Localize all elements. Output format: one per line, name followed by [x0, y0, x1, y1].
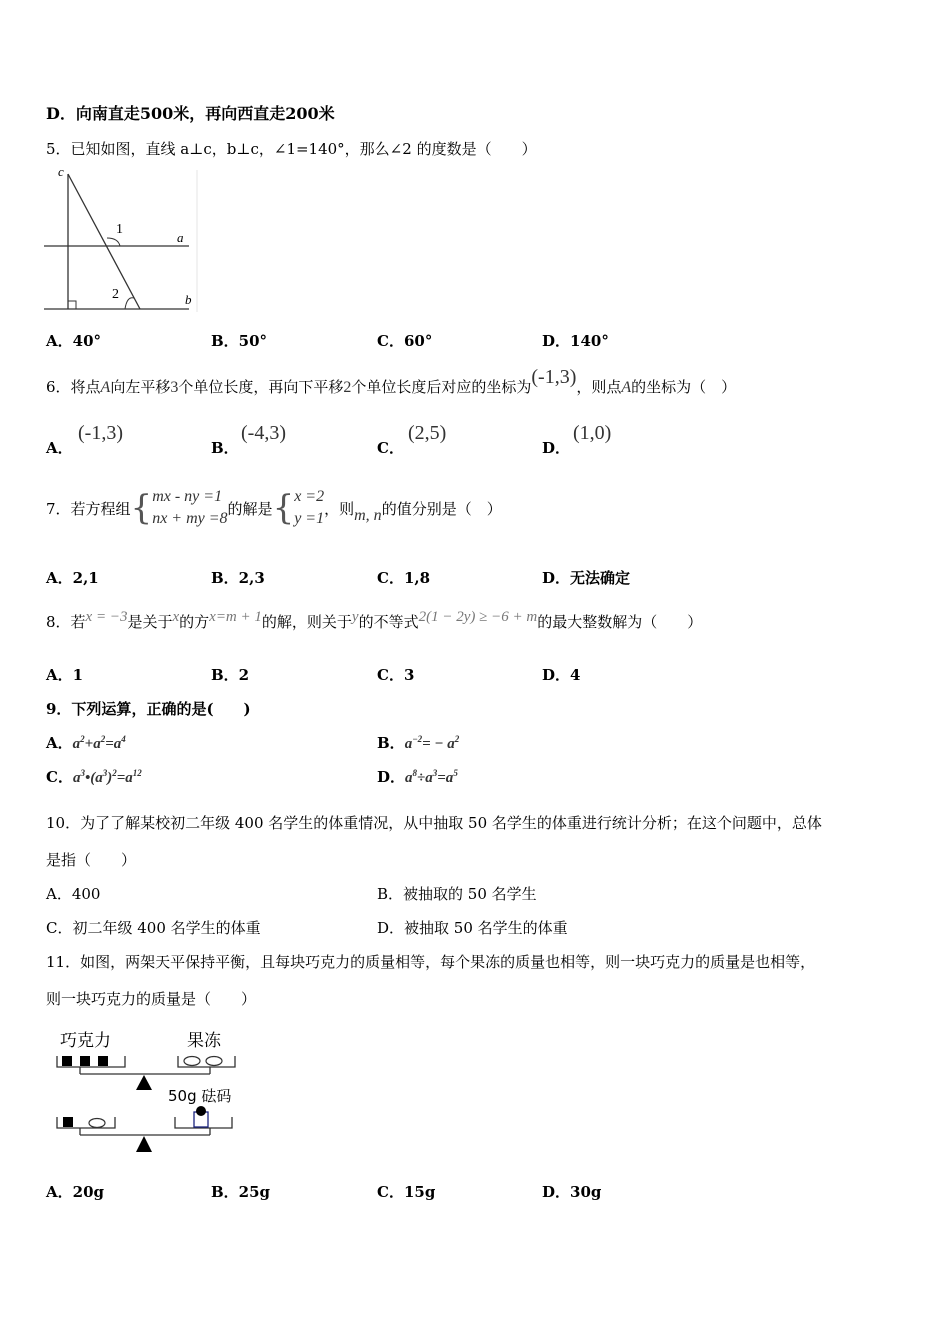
- q8-equation: x=m + 1: [209, 609, 262, 625]
- q8-part3: 的方: [179, 613, 210, 631]
- q8-x-eq: x = −3: [85, 609, 128, 625]
- chocolate-4: [63, 1117, 73, 1127]
- q9-option-c-label: C．: [46, 768, 73, 786]
- weight-knob: [196, 1106, 206, 1116]
- q6-part2: 向左平移: [110, 378, 171, 396]
- q6-option-d-label[interactable]: D．: [542, 439, 571, 457]
- q9-option-a[interactable]: [46, 732, 126, 753]
- q7-option-b[interactable]: B．2,3: [211, 569, 265, 587]
- q6-num3: 3: [170, 379, 179, 396]
- q10-option-a[interactable]: A．400: [46, 885, 101, 903]
- q7-part2: 的解是: [227, 499, 273, 518]
- label-b: b: [185, 292, 192, 307]
- question-11-line-2: 则一块巧克力的质量是（ ）: [46, 990, 257, 1008]
- q7-solution: [294, 486, 324, 530]
- q11-option-a[interactable]: A．20g: [46, 1183, 105, 1201]
- q8-part5: 的不等式: [358, 613, 419, 631]
- q6-part6: 的坐标为（ ）: [631, 378, 737, 396]
- q6-option-c-label[interactable]: C．: [377, 439, 404, 457]
- q8-part4: 的解，则关于: [261, 613, 352, 631]
- q9-option-b[interactable]: [377, 732, 459, 753]
- q6-option-b-label[interactable]: B．: [211, 439, 239, 457]
- q7-sol2: y =1: [294, 510, 325, 527]
- transversal-line: [68, 174, 140, 309]
- label-a: a: [177, 230, 184, 245]
- jelly-3: [89, 1119, 105, 1128]
- q8-option-c[interactable]: C．3: [377, 666, 415, 684]
- q11-option-d[interactable]: D．30g: [542, 1183, 602, 1201]
- q7-option-d[interactable]: D．无法确定: [542, 569, 631, 587]
- q9-option-a-expr: $a^2+a^2=a^4$: [72, 734, 126, 752]
- q8-option-d[interactable]: D．4: [542, 666, 581, 684]
- q6-option-c-value[interactable]: (2,5): [408, 422, 447, 444]
- question-5-text: 5．已知如图，直线 a⊥c，b⊥c，∠1=140°，那么∠2 的度数是（ ）: [46, 140, 537, 158]
- label-c: c: [58, 166, 64, 179]
- chocolate-2: [80, 1056, 90, 1066]
- question-9-text: 9．下列运算，正确的是( ): [46, 700, 251, 718]
- chocolate-3: [98, 1056, 108, 1066]
- q9-option-c[interactable]: [46, 766, 142, 787]
- question-7-text: [46, 480, 502, 536]
- q9-option-d[interactable]: [377, 766, 458, 787]
- q6-coord: (-1,3): [531, 366, 577, 388]
- q11-option-c[interactable]: C．15g: [377, 1183, 436, 1201]
- q7-part1: 7．若方程组: [46, 499, 131, 518]
- question-6-text: [46, 365, 736, 409]
- right-angle-mark: [68, 301, 76, 309]
- q9-option-a-label: A．: [46, 734, 73, 752]
- q6-part4: 个单位长度后对应的坐标为: [351, 378, 532, 396]
- q9-option-d-expr: $a^8\div a^3=a^5$: [405, 768, 458, 786]
- q6-option-b-value[interactable]: (-4,3): [241, 422, 286, 444]
- angle-2-arc: [125, 298, 134, 309]
- q8-part1: 8．若: [46, 613, 86, 631]
- q7-brace-1: {: [130, 488, 153, 528]
- q6-point-a2: A: [621, 379, 632, 396]
- option-d-line: D．向南直走500米，再向西直走200米: [46, 104, 335, 123]
- jelly-1: [184, 1057, 200, 1066]
- q6-point-a: A: [100, 379, 111, 396]
- q6-num2: 2: [343, 379, 352, 396]
- bottom-fulcrum: [136, 1136, 152, 1152]
- q5-option-b[interactable]: B．50°: [211, 332, 268, 350]
- jelly-label: 果冻: [187, 1031, 221, 1051]
- chocolate-label: 巧克力: [60, 1031, 111, 1051]
- q7-mn: m, n: [354, 507, 382, 524]
- chocolate-1: [62, 1056, 72, 1066]
- q5-option-a[interactable]: A．40°: [46, 332, 102, 350]
- angle-1-arc: [107, 238, 120, 246]
- q10-option-b[interactable]: B．被抽取的 50 名学生: [377, 885, 537, 903]
- q9-option-c-expr: $a^3•(a^3)^2=a^{12}$: [72, 768, 142, 786]
- q8-x: x: [172, 609, 180, 625]
- q6-option-d-value[interactable]: (1,0): [573, 422, 612, 444]
- question-11-line-1: 11．如图，两架天平保持平衡，且每块巧克力的质量相等，每个果冻的质量也相等，则一块巧克力的质量是也相等，: [46, 953, 816, 971]
- q7-sol1: x =2: [294, 488, 325, 505]
- q7-part4: 的值分别是（ ）: [381, 499, 502, 518]
- question-8-text: [46, 608, 702, 637]
- q9-option-b-label: B．: [377, 734, 405, 752]
- q8-option-a[interactable]: A．1: [46, 666, 84, 684]
- q7-eq2: nx + my =8: [152, 510, 228, 527]
- q7-part3: ，则: [324, 499, 355, 518]
- label-1: 1: [116, 222, 123, 237]
- question-10-line-1: 10．为了了解某校初二年级 400 名学生的体重情况，从中抽取 50 名学生的体重进行统计分析；在这个问题中，总体: [46, 814, 822, 832]
- q6-option-a-value[interactable]: (-1,3): [78, 422, 123, 444]
- q6-part1: 6．将点: [46, 378, 101, 396]
- q8-y: y: [351, 609, 359, 625]
- q7-eq1: mx - ny =1: [152, 488, 223, 505]
- q7-option-c[interactable]: C．1,8: [377, 569, 431, 587]
- q10-option-c[interactable]: C．初二年级 400 名学生的体重: [46, 919, 261, 937]
- question-11-figure: [50, 1024, 250, 1159]
- q5-option-d[interactable]: D．140°: [542, 332, 609, 350]
- q8-inequality: 2(1 − 2y) ≥ −6 + m: [418, 609, 538, 625]
- q8-part6: 的最大整数解为（ ）: [537, 613, 703, 631]
- question-5-figure: [44, 166, 202, 314]
- q9-option-b-expr: $a^{-2}= - a^2$: [404, 734, 460, 752]
- q6-part3: 个单位长度，再向下平移: [178, 378, 344, 396]
- weight-label: 50g 砝码: [168, 1087, 232, 1105]
- top-fulcrum: [136, 1075, 152, 1090]
- q8-part2: 是关于: [127, 613, 173, 631]
- q8-option-b[interactable]: B．2: [211, 666, 250, 684]
- q9-option-d-label: D．: [377, 768, 406, 786]
- q11-option-b[interactable]: B．25g: [211, 1183, 271, 1201]
- q7-system: [152, 486, 227, 530]
- label-2: 2: [112, 287, 119, 302]
- q6-part5: ，则点: [576, 378, 622, 396]
- jelly-2: [206, 1057, 222, 1066]
- question-10-line-2: 是指（ ）: [46, 851, 137, 869]
- q6-option-a-label[interactable]: A．: [46, 439, 73, 457]
- q7-brace-2: {: [272, 488, 295, 528]
- q7-option-a[interactable]: A．2,1: [46, 569, 99, 587]
- q5-option-c[interactable]: C．60°: [377, 332, 433, 350]
- q10-option-d[interactable]: D．被抽取 50 名学生的体重: [377, 919, 568, 937]
